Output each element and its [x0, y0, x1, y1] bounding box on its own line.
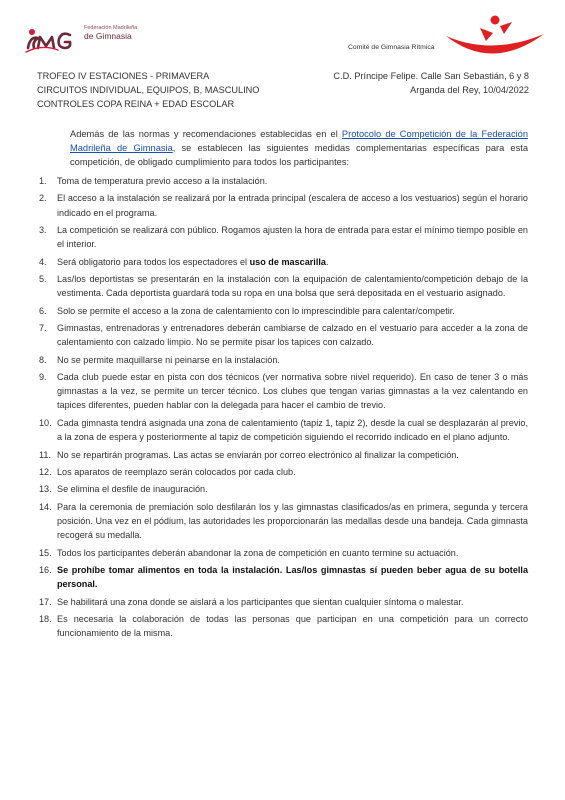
rule-number: 5.: [39, 274, 47, 285]
federation-line-1: Federación Madrileña: [84, 25, 138, 31]
rule-text-main: Todos los participantes deberán abandonar la zona de competición en cuanto termine su actuación.: [57, 547, 459, 558]
rule-text-main: Cada gimnasta tendrá asignada una zona de calentamiento (tapiz 1, tapiz 2), desde la cual se desplazarán al previo, a la zona de espera y posteriormente al tapiz de competición siguiendo el recorrido indicado en el plano adjunto.: [57, 417, 528, 443]
rule-item: [39, 255, 528, 269]
fmg-logo: [22, 18, 80, 58]
rule-item: [39, 370, 528, 412]
protocol-link[interactable]: Protocolo de Competición de la Federación Madrileña de Gimnasia: [70, 129, 528, 153]
rule-item: [39, 174, 528, 188]
rule-text-main: Se elimina el desfile de inauguración.: [57, 484, 208, 495]
rule-number: 8.: [39, 354, 47, 365]
rule-text-main: Toma de temperatura previo acceso a la instalación.: [57, 176, 268, 186]
rule-item: [39, 595, 528, 609]
venue-info: [289, 70, 529, 98]
intro-before-link: Además de las normas y recomendaciones establecidas en el: [70, 129, 342, 139]
rule-number: 12.: [39, 466, 52, 477]
rule-text: [57, 323, 528, 347]
rule-text-main: El acceso a la instalación se realizará por la entrada principal (escalera de acceso a los vestuarios) según el horario indicado en el programa.: [57, 193, 528, 218]
rule-text-main: Cada club puede estar en pista con dos técnicos (ver normativa sobre nivel requerido). En caso de tener 3 o más gimnastas a la vez, se permite un tercer técnico. Los clubes que tengan varias gimnastas a la vez calentando en tapices diferentes, pueden hablar con la delegada para hacer el cambio de trevio.: [57, 372, 528, 411]
rule-text: [57, 372, 528, 410]
intro-paragraph: [70, 127, 528, 169]
rule-item: [39, 321, 528, 349]
rule-text-main: No se permite maquillarse ni peinarse en la instalación.: [57, 354, 280, 365]
rule-text-main: Gimnastas, entrenadoras y entrenadores deberán cambiarse de calzado en el vestuario para acceder a la zona de calentamiento con calzado limpio. No se permite pisar los tapices con calzado.: [57, 323, 528, 348]
rule-number: 10.: [39, 417, 52, 428]
competition-info: [37, 70, 297, 111]
rule-text-main: Se prohíbe tomar alimentos en toda la instalación. Las/los gimnastas sí pueden beber agua de su botella personal.: [57, 565, 528, 590]
rules-list: [39, 174, 528, 644]
rule-text: [57, 484, 208, 494]
rule-number: 1.: [39, 176, 47, 186]
federation-name: [84, 26, 137, 41]
venue-date: Arganda del Rey, 10/04/2022: [410, 84, 529, 95]
rule-number: 4.: [39, 256, 47, 267]
rule-number: 18.: [39, 614, 52, 625]
rule-text: [57, 418, 528, 442]
rule-number: 9.: [39, 372, 47, 383]
rule-number: 6.: [39, 305, 47, 316]
rule-text-main: Para la ceremonia de premiación solo desfilarán los y las gimnastas clasificados/as en primera, segunda y tercera posición. Una vez en el pódium, las autoridades les proporcionarán las medallas desde una bandeja. Cada gimnasta recogerá su medalla.: [57, 501, 528, 541]
rule-number: 2.: [39, 193, 47, 204]
rule-text: [57, 467, 296, 477]
rule-number: 15.: [39, 547, 52, 558]
rule-item: [39, 304, 528, 318]
rule-text: [57, 565, 528, 589]
rhythmic-gymnastics-logo: [440, 12, 548, 60]
competition-circuits: CIRCUITOS INDIVIDUAL, EQUIPOS, B, MASCULINO: [37, 84, 260, 95]
rule-text: [57, 450, 459, 460]
rule-text-main: Es necesaria la colaboración de todas las personas que participan en una competición para un correcto funcionamiento de la misma.: [57, 614, 528, 639]
rule-number: 7.: [39, 323, 47, 334]
rule-text: [57, 257, 328, 267]
rule-text: [57, 355, 280, 365]
rule-text: [57, 193, 528, 217]
competition-title: TROFEO IV ESTACIONES - PRIMAVERA: [37, 71, 210, 81]
rule-text-main: Las/los deportistas se presentarán en la instalación con la equipación de calentamiento/competición debajo de la vestimenta. Cada deportista guardará toda su ropa en una bolsa que será depositada en el vestuario asignado.: [57, 274, 528, 299]
rule-item: [39, 272, 528, 300]
rule-item: [39, 563, 528, 591]
rule-item: [39, 482, 528, 496]
rule-item: [39, 223, 528, 251]
rule-item: [39, 546, 528, 560]
federation-line-2: de Gimnasia: [84, 30, 132, 41]
rule-number: 14.: [39, 501, 52, 512]
rule-item: [39, 353, 528, 367]
committee-name: Comité de Gimnasia Rítmica: [348, 44, 435, 51]
rule-text-main: Se habilitará una zona donde se aislará a los participantes que sientan cualquier síntoma o malestar.: [57, 596, 464, 607]
rule-text: [57, 502, 528, 540]
rule-text-main: Será obligatorio para todos los espectadores el: [57, 256, 250, 267]
rule-number: 13.: [39, 484, 52, 495]
rule-item: [39, 500, 528, 542]
rule-number: 16.: [39, 565, 52, 576]
rule-text: [57, 176, 267, 186]
rule-text-main: La competición se realizará con público. Rogamos ajusten la hora de entrada para estar el mínimo tiempo posible en el interior.: [57, 225, 528, 250]
rule-number: 3.: [39, 225, 47, 236]
rule-number: 17.: [39, 596, 52, 607]
competition-controls: CONTROLES COPA REINA + EDAD ESCOLAR: [37, 98, 235, 109]
rule-item: [39, 416, 528, 444]
rule-item: [39, 612, 528, 640]
rule-text: [57, 306, 455, 316]
rule-text-after: .: [325, 256, 329, 267]
rule-text-main: Los aparatos de reemplazo serán colocados por cada club.: [57, 466, 296, 477]
rule-text-bold: uso de mascarilla: [249, 256, 326, 267]
rule-text-main: Solo se permite el acceso a la zona de calentamiento con lo imprescindible para calentar/competir.: [57, 305, 455, 316]
rule-text-main: No se repartirán programas. Las actas se enviarán por correo electrónico al finalizar la competición.: [57, 449, 459, 460]
venue-address: C.D. Príncipe Felipe. Calle San Sebastián, 6 y 8: [333, 71, 529, 81]
rule-item: [39, 448, 528, 462]
rule-item: [39, 191, 528, 219]
rule-item: [39, 465, 528, 479]
rule-text: [57, 225, 528, 249]
rule-text: [57, 274, 528, 298]
rule-text: [57, 614, 528, 638]
rule-text: [57, 548, 458, 558]
rule-text: [57, 597, 463, 607]
page-header: [0, 0, 565, 72]
rule-number: 11.: [39, 449, 51, 460]
intro-after-link: , se establecen las siguientes medidas complementarias específicas para esta competición, de obligado cumplimiento para todos los participantes:: [70, 143, 528, 167]
